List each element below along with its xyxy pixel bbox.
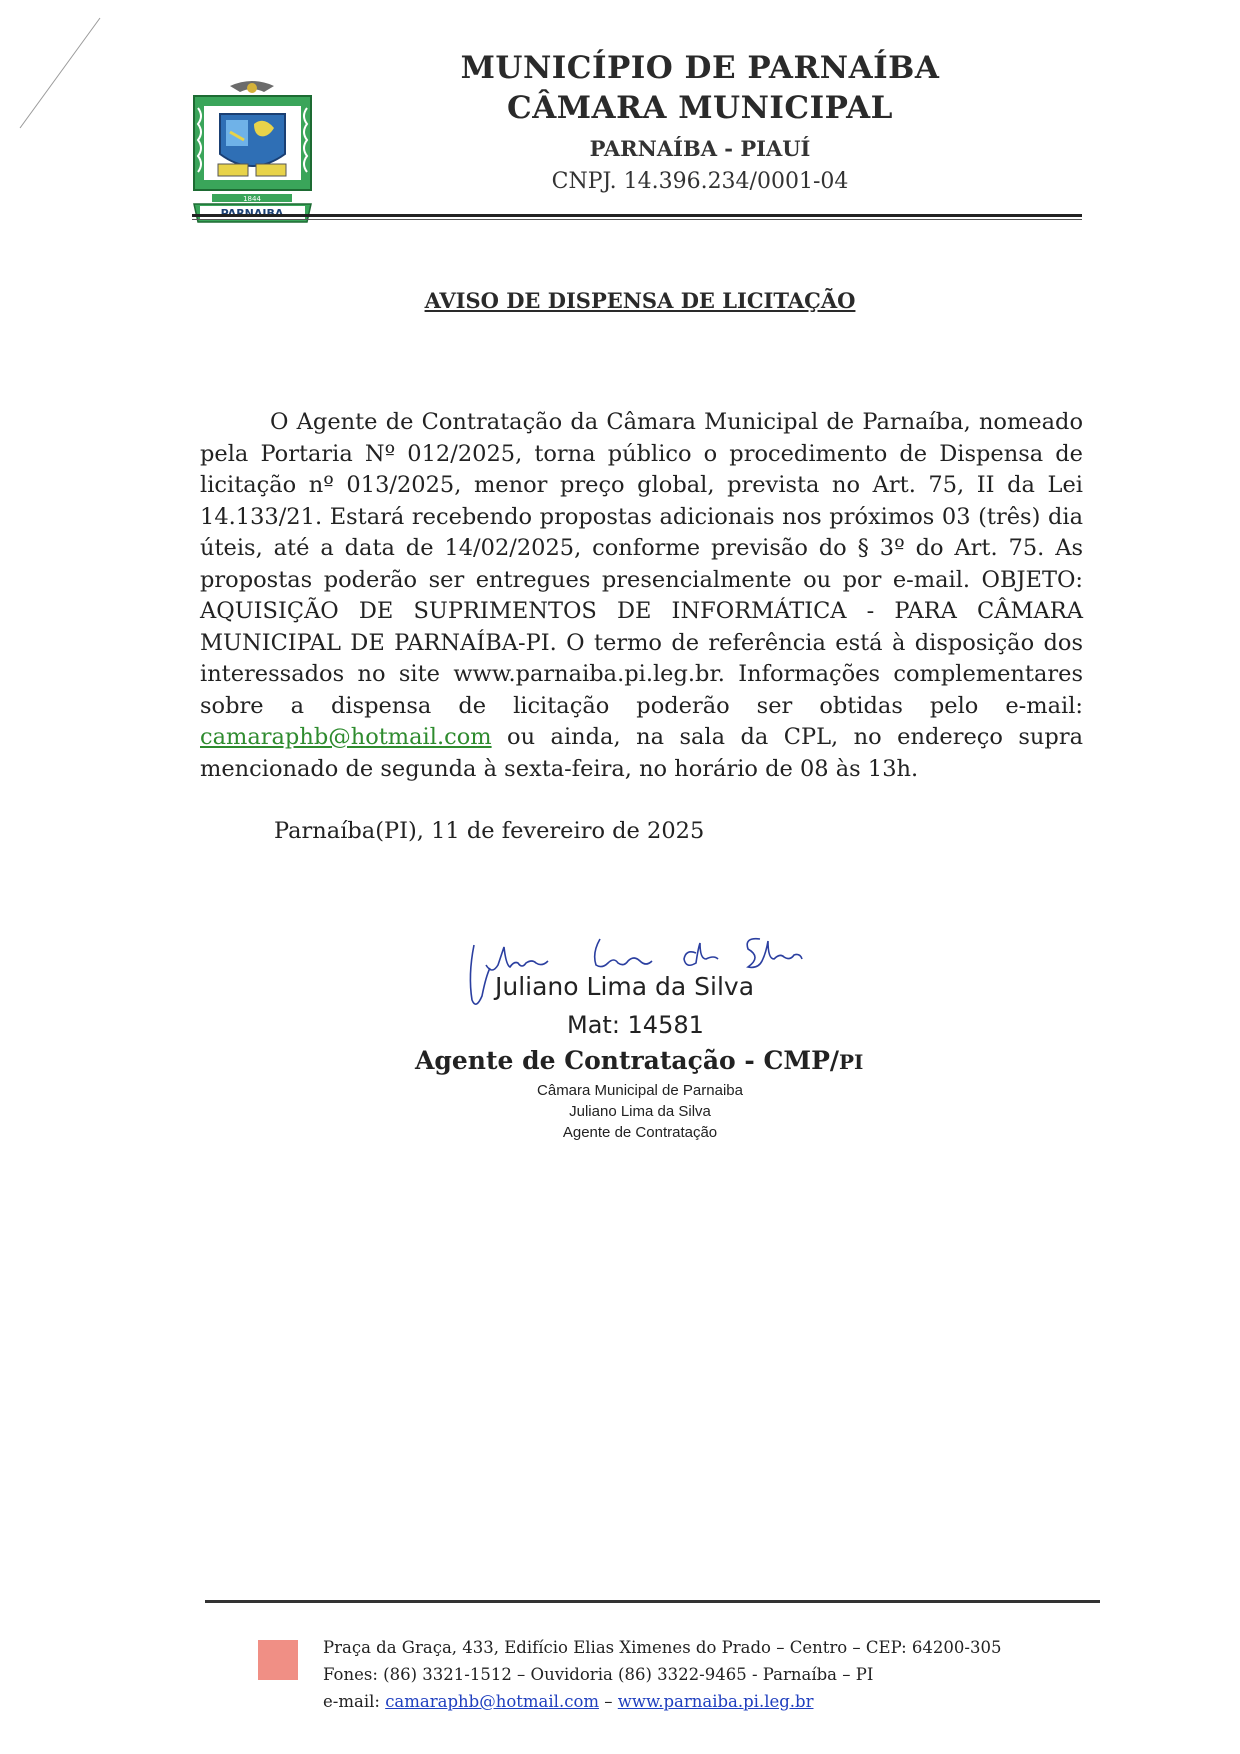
notice-email-link[interactable]: camaraphb@hotmail.com [200, 724, 492, 750]
document-title: AVISO DE DISPENSA DE LICITAÇÃO [424, 288, 856, 313]
notice-text-part1: O Agente de Contratação da Câmara Municipal de Parnaíba, nomeado pela Portaria Nº 012/2025, torna público o procedimento de Dispensa de licitação nº 013/2025, menor preço global, prevista no Art. 75, II da Lei 14.133/21. Estará recebendo propostas adicionais nos próximos 03 (três) dia úteis, até a data de 14/02/2025, conforme previsão do § 3º do Art. 75. As propostas poderão ser entregues presencialmente ou por e-mail. OBJETO: AQUISIÇÃO DE SUPRIMENTOS DE INFORMÁTICA - PARA CÂMARA MUNICIPAL DE PARNAÍBA-PI. O termo de referência está à disposição dos interessados no site www.parnaiba.pi.leg.br. Informações complementares sobre a dispensa de licitação poderão ser obtidas pelo e-mail: [200, 409, 1083, 719]
letterhead [440, 50, 960, 194]
footer-divider [205, 1600, 1100, 1603]
footer-phones: Fones: (86) 3321-1512 – Ouvidoria (86) 3322-9465 - Parnaíba – PI [323, 1665, 874, 1684]
official-stamp [520, 1080, 760, 1143]
stamp-line-1: Câmara Municipal de Parnaiba [537, 1082, 743, 1099]
signatory-role [415, 1046, 863, 1075]
notice-text-part2: ou ainda, na sala da CPL, no endereço supra mencionado de segunda à sexta-feira, no horário de 08 às 13h. [200, 724, 1083, 782]
chamber-name: CÂMARA MUNICIPAL [507, 90, 893, 126]
stamp-line-3: Agente de Contratação [562, 1124, 718, 1141]
scan-line-mark [18, 12, 138, 132]
coat-of-arms-icon [190, 78, 315, 224]
footer-color-block [258, 1640, 298, 1680]
footer-contact [323, 1634, 1001, 1715]
city-state: PARNAÍBA - PIAUÍ [589, 136, 811, 161]
footer-email-label: e-mail: [323, 1692, 386, 1711]
signatory-registration: Mat: 14581 [567, 1011, 704, 1039]
notice-body [200, 407, 1083, 785]
crest-year: 1844 [243, 195, 261, 203]
place-date: Parnaíba(PI), 11 de fevereiro de 2025 [274, 818, 705, 844]
stamp-line-2: Juliano Lima da Silva [569, 1103, 711, 1120]
footer-website-link[interactable]: www.parnaiba.pi.leg.br [617, 1692, 814, 1711]
signatory-role-main: Agente de Contratação - CMP/ [415, 1046, 839, 1075]
footer-separator: – [599, 1692, 618, 1711]
header-divider [192, 214, 1082, 217]
footer-email-link[interactable]: camaraphb@hotmail.com [385, 1692, 600, 1711]
footer-links [323, 1688, 1001, 1715]
municipality-name: MUNICÍPIO DE PARNAÍBA [460, 50, 940, 86]
signatory-role-suffix: PI [839, 1050, 864, 1074]
signatory-name: Juliano Lima da Silva [495, 972, 755, 1001]
cnpj: CNPJ. 14.396.234/0001-04 [551, 169, 849, 194]
header-divider-thin [192, 219, 1082, 220]
footer-address: Praça da Graça, 433, Edifício Elias Ximenes do Prado – Centro – CEP: 64200-305 [323, 1638, 1002, 1657]
